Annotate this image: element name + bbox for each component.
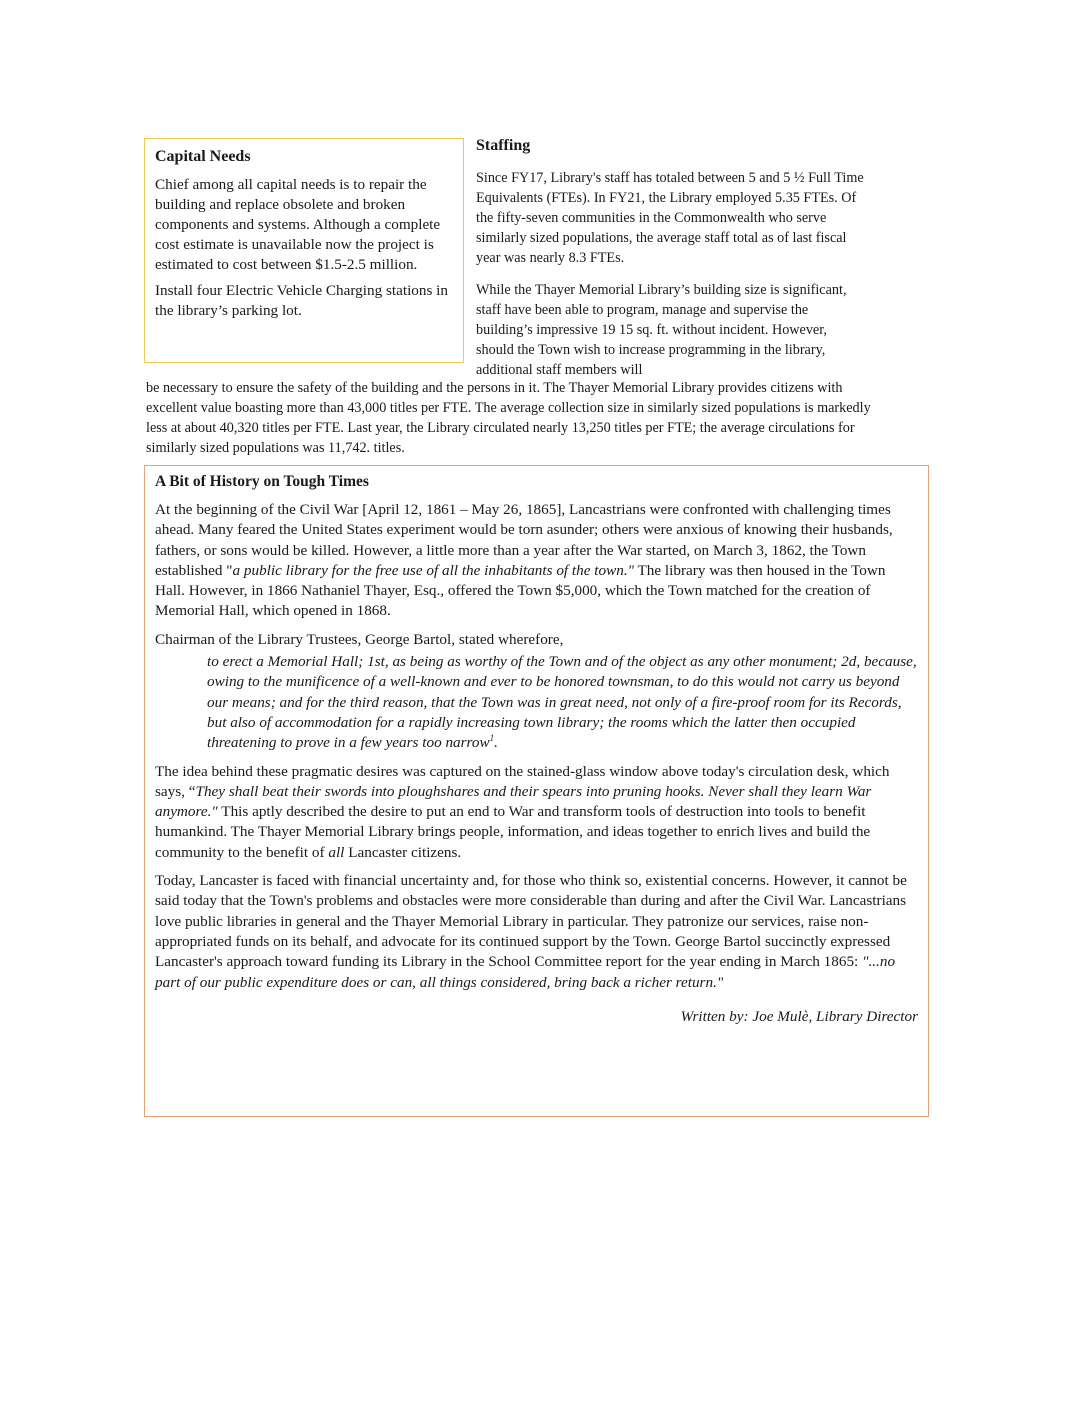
capital-needs-paragraph-2: Install four Electric Vehicle Charging stations in the library’s parking lot. — [155, 282, 448, 319]
staffing-title: Staffing — [476, 137, 531, 154]
stained-glass-quote: They shall beat their swords into ploughshares and their spears into pruning hooks. Never shall they learn War anymore." — [155, 782, 872, 821]
history-quote-library: a public library for the free use of all the inhabitants of the town." — [232, 561, 634, 579]
history-box — [144, 465, 929, 1117]
history-title: A Bit of History on Tough Times — [155, 473, 369, 490]
staffing-paragraph-2-top: While the Thayer Memorial Library’s building size is significant, staff have been able to program, manage and supervise the building’s impressive 19 15 sq. ft. without incident. However, should the Town wish to increase programming in the library, additional staff members will — [476, 282, 847, 378]
footnote-marker: 1 — [489, 733, 495, 744]
history-paragraph-4: Today, Lancaster is faced with financial uncertainty and, for those who think so, existential concerns. However, it cannot be said today that the Town's problems and obstacles were more considerable than during and after the Civil War. Lancastrians love public libraries in general and the Thayer Memorial Library in particular. They patronize our services, raise non-appropriated funds on its behalf, and advocate for its continued support by the Town. George Bartol succinctly expressed Lancaster's approach toward funding its Library in the School Committee report for the year ending in March 1865: "...no part of our public expenditure does or can, all things considered, bring back a richer return." — [155, 872, 907, 991]
school-committee-quote: "...no part of our public expenditure does or can, all things considered, bring back a richer return." — [155, 953, 896, 991]
bartol-quote: to erect a Memorial Hall; 1st, as being as worthy of the Town and of the object as any other monument; 2d, because, owing to the munificence of a well-known and ever to be honored townsman, to do this would not carry us beyond our means; and for the third reason, that the Town was in great need, not only of a fire-proof room for its Records, but also of accommodation for a rapidly increasing town library; the rooms which the latter then occupied threatening to prove in a few years too narrow$^1$. — [207, 653, 917, 752]
history-paragraph-2-intro: Chairman of the Library Trustees, George Bartol, stated wherefore, — [155, 630, 564, 648]
author-signature: Written by: Joe Mulè, Library Director — [680, 1007, 918, 1025]
capital-needs-paragraph-1: Chief among all capital needs is to repair the building and replace obsolete and broken components and systems. Although a complete cost estimate is unavailable now the project is estimated to cost between $1.5-2.5 million. — [155, 176, 441, 273]
staffing-paragraph-1: Since FY17, Library's staff has totaled between 5 and 5 ½ Full Time Equivalents (FTEs). In FY21, the Library employed 5.35 FTEs. Of the fifty-seven communities in the Commonwealth who serve similarly sized populations, the average staff total as of last fiscal year was nearly 8.3 FTEs. — [476, 170, 864, 266]
history-paragraph-3: The idea behind these pragmatic desires was captured on the stained-glass window above today's circulation desk, which says, “They shall beat their swords into ploughshares and their spears into pruning hooks. Never shall they learn War anymore." This aptly described the desire to put an end to War and transform tools of destruction into tools to benefit humankind. The Thayer Memorial Library brings people, information, and ideas together to enrich lives and build the community to the benefit of all Lancaster citizens. — [155, 762, 890, 861]
capital-needs-title: Capital Needs — [155, 148, 251, 165]
history-paragraph-1: At the beginning of the Civil War [April 12, 1861 – May 26, 1865], Lancastrians were confronted with challenging times ahead. Many feared the United States experiment would be torn asunder; others were anxious of knowing their husbands, fathers, or sons would be killed. However, a little more than a year after the War started, on March 3, 1862, the Town established "a public library for the free use of all the inhabitants of the town." The library was then housed in the Town Hall. However, in 1866 Nathaniel Thayer, Esq., offered the Town $5,000, which the Town matched for the creation of Memorial Hall, which opened in 1868. — [155, 501, 893, 620]
staffing-paragraph-2-bottom: be necessary to ensure the safety of the building and the persons in it. The Thayer Memorial Library provides citizens with excellent value boasting more than 43,000 titles per FTE. The average collection size in similarly sized populations is markedly less at about 40,320 titles per FTE. Last year, the Library circulated nearly 13,250 titles per FTE; the average circulations for similarly sized populations was 11,742. titles. — [146, 380, 871, 456]
capital-needs-box — [144, 138, 464, 363]
